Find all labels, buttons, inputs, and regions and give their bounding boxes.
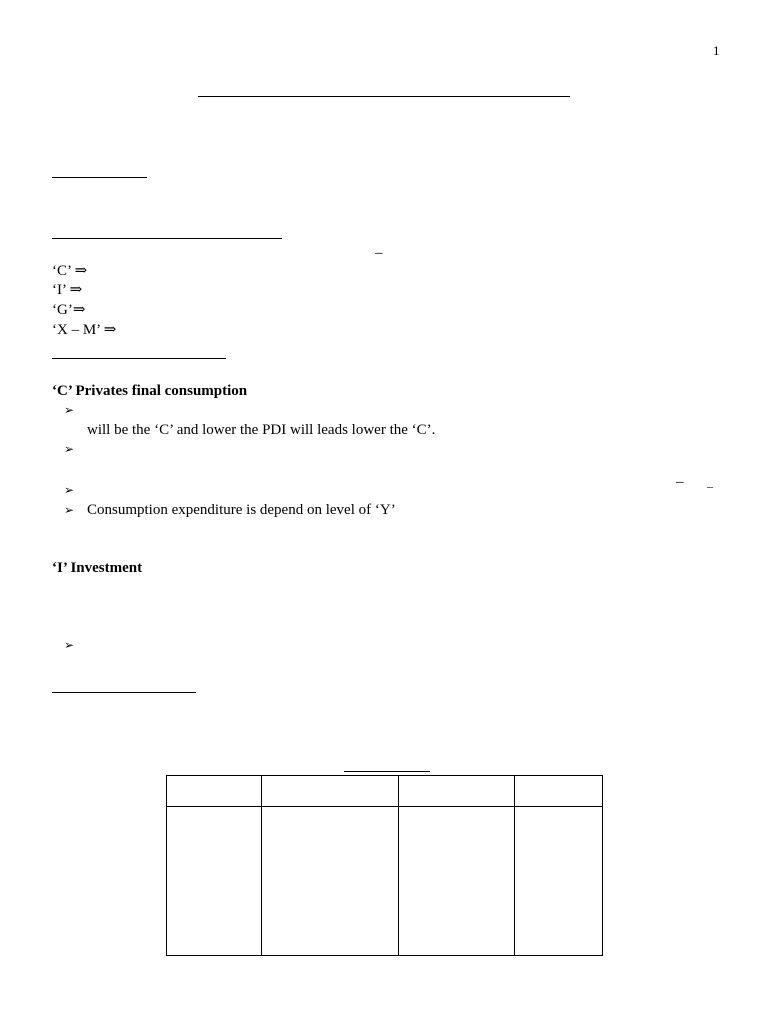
section-underline-1 xyxy=(52,177,147,178)
section-underline-4 xyxy=(52,692,196,693)
table-cell xyxy=(399,807,515,956)
table-caption-underline xyxy=(344,771,430,772)
bullet-arrow-icon: ➢ xyxy=(64,638,75,652)
component-g: ‘G’⇒ xyxy=(52,302,86,318)
bullet-arrow-icon: ➢ xyxy=(64,442,75,456)
section-underline-2 xyxy=(52,238,282,239)
bullet-arrow-icon: ➢ xyxy=(64,403,75,417)
table-cell xyxy=(399,776,515,807)
component-xm: ‘X – M’ ⇒ xyxy=(52,322,117,338)
table-header-row xyxy=(167,776,603,807)
table-cell xyxy=(515,776,603,807)
investment-heading: ‘I’ Investment xyxy=(52,560,143,576)
section-underline-3 xyxy=(52,358,226,359)
table-cell xyxy=(262,776,399,807)
table-cell xyxy=(167,776,262,807)
table-row xyxy=(167,807,603,956)
title-underline xyxy=(198,96,570,97)
bullet-arrow-icon: ➢ xyxy=(64,483,75,497)
component-i: ‘I’ ⇒ xyxy=(52,282,83,298)
dash-mark: – xyxy=(375,245,383,261)
bullet-1-continuation: will be the ‘C’ and lower the PDI will leads lower the ‘C’. xyxy=(87,422,436,438)
dash-mark: – xyxy=(676,474,684,490)
table-cell xyxy=(515,807,603,956)
dash-mark: – xyxy=(707,479,713,493)
data-table xyxy=(166,775,603,956)
component-c: ‘C’ ⇒ xyxy=(52,263,88,279)
bullet-arrow-icon: ➢ xyxy=(64,503,75,517)
private-consumption-heading: ‘C’ Privates final consumption xyxy=(52,383,248,399)
table-cell xyxy=(262,807,399,956)
page-number: 1 xyxy=(713,43,720,58)
bullet-4-text: Consumption expenditure is depend on level of ‘Y’ xyxy=(87,502,396,518)
table-cell xyxy=(167,807,262,956)
